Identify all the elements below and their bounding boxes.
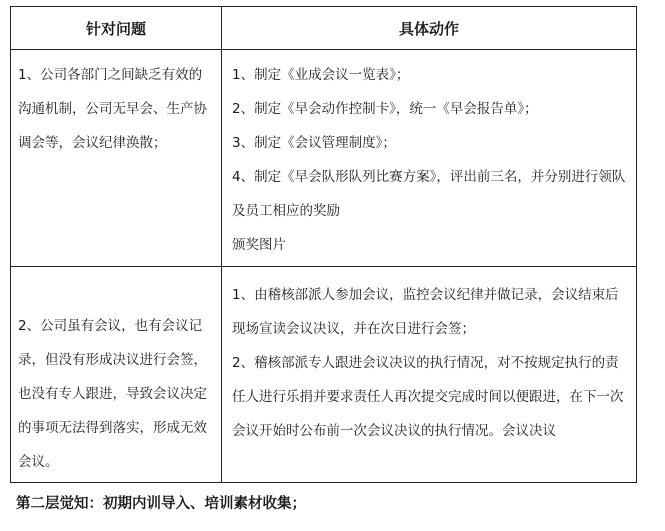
problem-text: 1、公司各部门之间缺乏有效的沟通机制，公司无早会、生产协调会等，会议纪律涣散； xyxy=(18,67,207,151)
action-list xyxy=(222,267,636,448)
action-item: 3、制定《会议管理制度》； xyxy=(232,135,396,151)
section-heading: 第二层觉知：初期内训导入、培训素材收集； xyxy=(16,495,306,512)
action-cell xyxy=(222,267,637,483)
table-row xyxy=(11,267,637,483)
action-item: 2、制定《早会动作控制卡》，统一《早会报告单》； xyxy=(232,101,538,117)
table-row xyxy=(11,50,637,267)
problem-cell xyxy=(11,50,222,267)
problem-cell xyxy=(11,267,222,483)
action-item: 颁奖图片 xyxy=(232,237,286,253)
action-item: 1、由稽核部派人参加会议，监控会议纪律并做记录，会议结束后现场宣读会议决议，并在次日进行会签； xyxy=(232,287,619,337)
action-item: 4、制定《早会队形队列比赛方案》，评出前三名，并分别进行领队及员工相应的奖励 xyxy=(232,169,626,219)
action-item: 1、制定《业成会议一览表》； xyxy=(232,67,410,83)
header-action: 具体动作 xyxy=(222,7,637,50)
action-list xyxy=(222,50,636,262)
problem-text: 2、公司虽有会议，也有会议记录，但没有形成决议进行会签，也没有专人跟进，导致会议决定的事项无法得到落实，形成无效会议。 xyxy=(18,318,207,470)
table-header-row xyxy=(11,7,637,50)
action-item: 2、稽核部派专人跟进会议决议的执行情况，对不按规定执行的责任人进行乐捐并要求责任人再次提交完成时间以便跟进，在下一次会议开始时公布前一次会议决议的执行情况。会议决议 xyxy=(232,355,624,439)
header-problem: 针对问题 xyxy=(11,7,222,50)
problem-action-table xyxy=(10,6,637,483)
action-cell xyxy=(222,50,637,267)
